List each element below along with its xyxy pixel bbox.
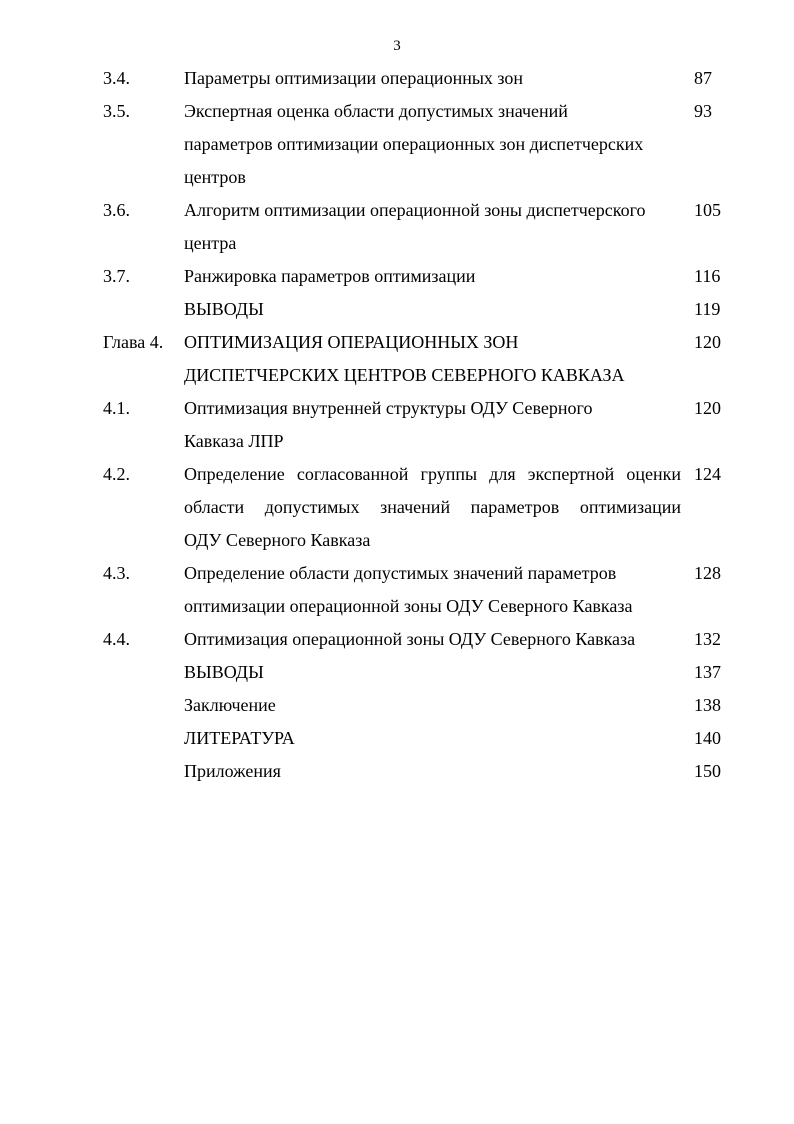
toc-entry-title — [184, 623, 681, 656]
toc-entry-title — [184, 458, 681, 557]
toc-entry-literature — [0, 722, 794, 755]
toc-title-line: Алгоритм оптимизации операционной зоны диспетчерского — [184, 200, 646, 220]
toc-entry-number: 4.4. — [103, 629, 130, 649]
toc-entry-page: 138 — [694, 695, 721, 715]
table-of-contents — [0, 62, 794, 788]
toc-entry-page: 137 — [694, 662, 721, 682]
toc-entry-4-3 — [0, 557, 794, 623]
toc-title-line: Приложения — [184, 761, 281, 781]
toc-title-line: Определение области допустимых значений параметров — [184, 563, 617, 583]
toc-entry-page: 140 — [694, 728, 721, 748]
toc-title-line: Кавказа ЛПР — [184, 431, 284, 451]
toc-entry-page: 120 — [694, 398, 721, 418]
toc-title-line: области допустимых значений параметров оптимизации — [184, 497, 681, 517]
toc-entry-title — [184, 722, 681, 755]
toc-entry-number: 3.7. — [103, 266, 130, 286]
toc-entry-number: 4.3. — [103, 563, 130, 583]
toc-title-line: центров — [184, 167, 246, 187]
toc-entry-chapter-4 — [0, 326, 794, 392]
toc-title-line: Оптимизация внутренней структуры ОДУ Северного — [184, 398, 593, 418]
toc-title-line: ОДУ Северного Кавказа — [184, 530, 371, 550]
toc-entry-title — [184, 260, 681, 293]
page-number: 3 — [393, 38, 401, 54]
toc-title-line: центра — [184, 233, 237, 253]
toc-title-line: параметров оптимизации операционных зон диспетчерских — [184, 134, 644, 154]
toc-entry-page: 128 — [694, 563, 721, 583]
toc-entry-number: 4.2. — [103, 464, 130, 484]
toc-entry-3-7 — [0, 260, 794, 293]
toc-title-line: Определение согласованной группы для экспертной оценки — [184, 464, 681, 484]
toc-entry-title — [184, 62, 681, 95]
toc-title-line: ЛИТЕРАТУРА — [184, 728, 295, 748]
toc-title-line: Оптимизация операционной зоны ОДУ Северного Кавказа — [184, 629, 636, 649]
toc-entry-3-6 — [0, 194, 794, 260]
toc-entry-page: 132 — [694, 629, 721, 649]
toc-title-line: Экспертная оценка области допустимых значений — [184, 101, 568, 121]
toc-entry-3-5 — [0, 95, 794, 194]
toc-entry-title — [184, 392, 681, 458]
toc-entry-number: 3.4. — [103, 68, 130, 88]
toc-entry-number: 3.5. — [103, 101, 130, 121]
toc-entry-title — [184, 656, 681, 689]
toc-entry-title — [184, 326, 681, 392]
toc-title-line: ДИСПЕТЧЕРСКИХ ЦЕНТРОВ СЕВЕРНОГО КАВКАЗА — [184, 365, 625, 385]
toc-entry-conclusion — [0, 689, 794, 722]
toc-entry-4-2 — [0, 458, 794, 557]
toc-entry-title — [184, 755, 681, 788]
toc-entry-page: 87 — [694, 68, 712, 88]
toc-entry-page: 119 — [694, 299, 721, 319]
toc-entry-number: 3.6. — [103, 200, 130, 220]
toc-entry-page: 116 — [694, 266, 721, 286]
toc-entry-number: 4.1. — [103, 398, 130, 418]
toc-entry-conclusions-ch4 — [0, 656, 794, 689]
toc-title-line: Ранжировка параметров оптимизации — [184, 266, 476, 286]
toc-entry-page: 105 — [694, 200, 721, 220]
toc-entry-title — [184, 689, 681, 722]
toc-title-line: ВЫВОДЫ — [184, 299, 264, 319]
toc-entry-conclusions-ch3 — [0, 293, 794, 326]
toc-entry-title — [184, 194, 681, 260]
toc-entry-page: 150 — [694, 761, 721, 781]
toc-entry-page: 124 — [694, 464, 721, 484]
toc-entry-3-4 — [0, 62, 794, 95]
toc-entry-title — [184, 557, 681, 623]
toc-entry-title — [184, 95, 681, 194]
toc-entry-number: Глава 4. — [103, 332, 164, 352]
toc-title-line: Заключение — [184, 695, 276, 715]
toc-title-line: ОПТИМИЗАЦИЯ ОПЕРАЦИОННЫХ ЗОН — [184, 332, 519, 352]
toc-entry-appendices — [0, 755, 794, 788]
toc-title-line: ВЫВОДЫ — [184, 662, 264, 682]
toc-entry-title — [184, 293, 681, 326]
toc-entry-4-1 — [0, 392, 794, 458]
toc-entry-4-4 — [0, 623, 794, 656]
toc-entry-page: 120 — [694, 332, 721, 352]
toc-title-line: Параметры оптимизации операционных зон — [184, 68, 524, 88]
toc-entry-page: 93 — [694, 101, 712, 121]
toc-title-line: оптимизации операционной зоны ОДУ Северного Кавказа — [184, 596, 633, 616]
